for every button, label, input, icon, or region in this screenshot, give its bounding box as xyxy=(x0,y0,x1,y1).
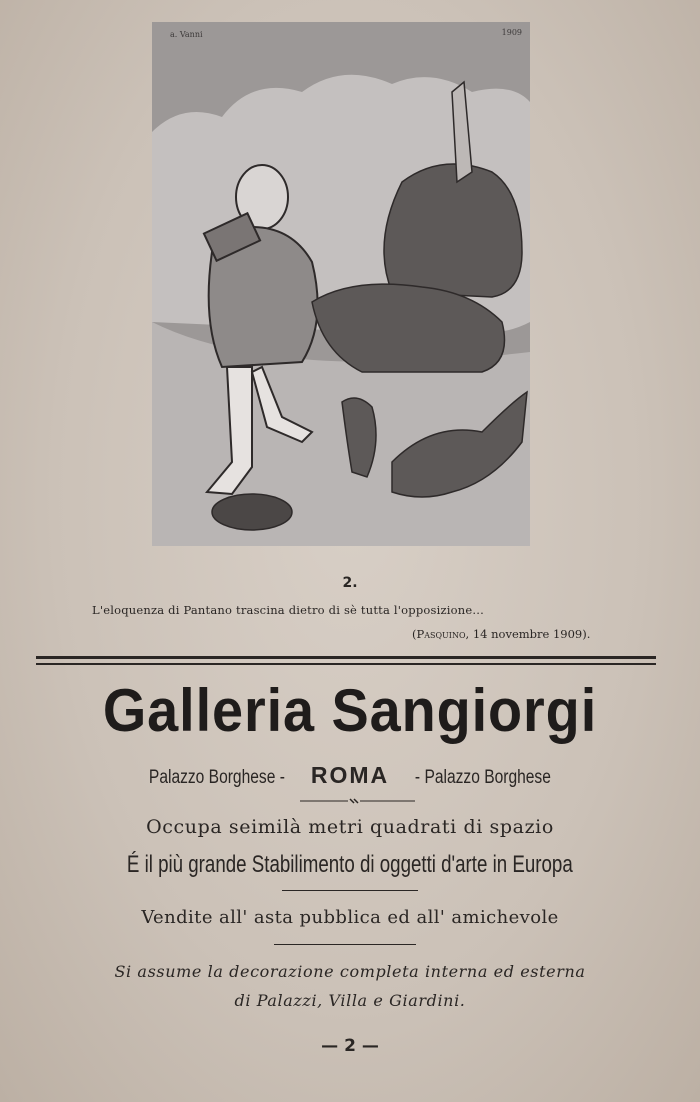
gallery-title: Galleria Sangiorgi xyxy=(102,677,598,744)
figure-caption: L'eloquenza di Pantano trascina dietro di sè tutta l'opposizione... xyxy=(92,603,484,617)
address-line xyxy=(0,762,700,789)
address-left: Palazzo Borghese - xyxy=(148,767,285,788)
ornament-divider xyxy=(300,797,415,805)
cartoon-drawing xyxy=(152,22,530,546)
short-rule-2 xyxy=(274,944,416,945)
stabilimento-text: É il più grande Stabilimento di oggetti d'arte in Europa xyxy=(127,851,573,878)
short-rule xyxy=(282,890,418,891)
figure-number: 2. xyxy=(342,575,358,591)
vendite-line: Vendite all' asta pubblica ed all' amichevole xyxy=(141,907,559,928)
source-name: Pasquino xyxy=(416,627,466,641)
address-city: ROMA xyxy=(310,762,390,788)
stabilimento-line xyxy=(0,851,700,879)
source-open: ( xyxy=(412,627,417,641)
page-number: — 2 — xyxy=(321,1036,379,1056)
artist-signature: a. Vanni xyxy=(170,30,203,39)
palazzi-line: di Palazzi, Villa e Giardini. xyxy=(234,991,466,1010)
address-right: - Palazzo Borghese xyxy=(415,767,552,788)
date-signature: 1909 xyxy=(501,28,522,37)
decorazione-line: Si assume la decorazione completa interna ed esterna xyxy=(114,962,586,981)
figure-source xyxy=(412,627,590,641)
cartoon-illustration xyxy=(152,22,530,546)
double-rule xyxy=(36,656,656,665)
source-date: , 14 novembre 1909). xyxy=(465,627,591,641)
occupa-line: Occupa seimilà metri quadrati di spazio xyxy=(146,816,554,838)
